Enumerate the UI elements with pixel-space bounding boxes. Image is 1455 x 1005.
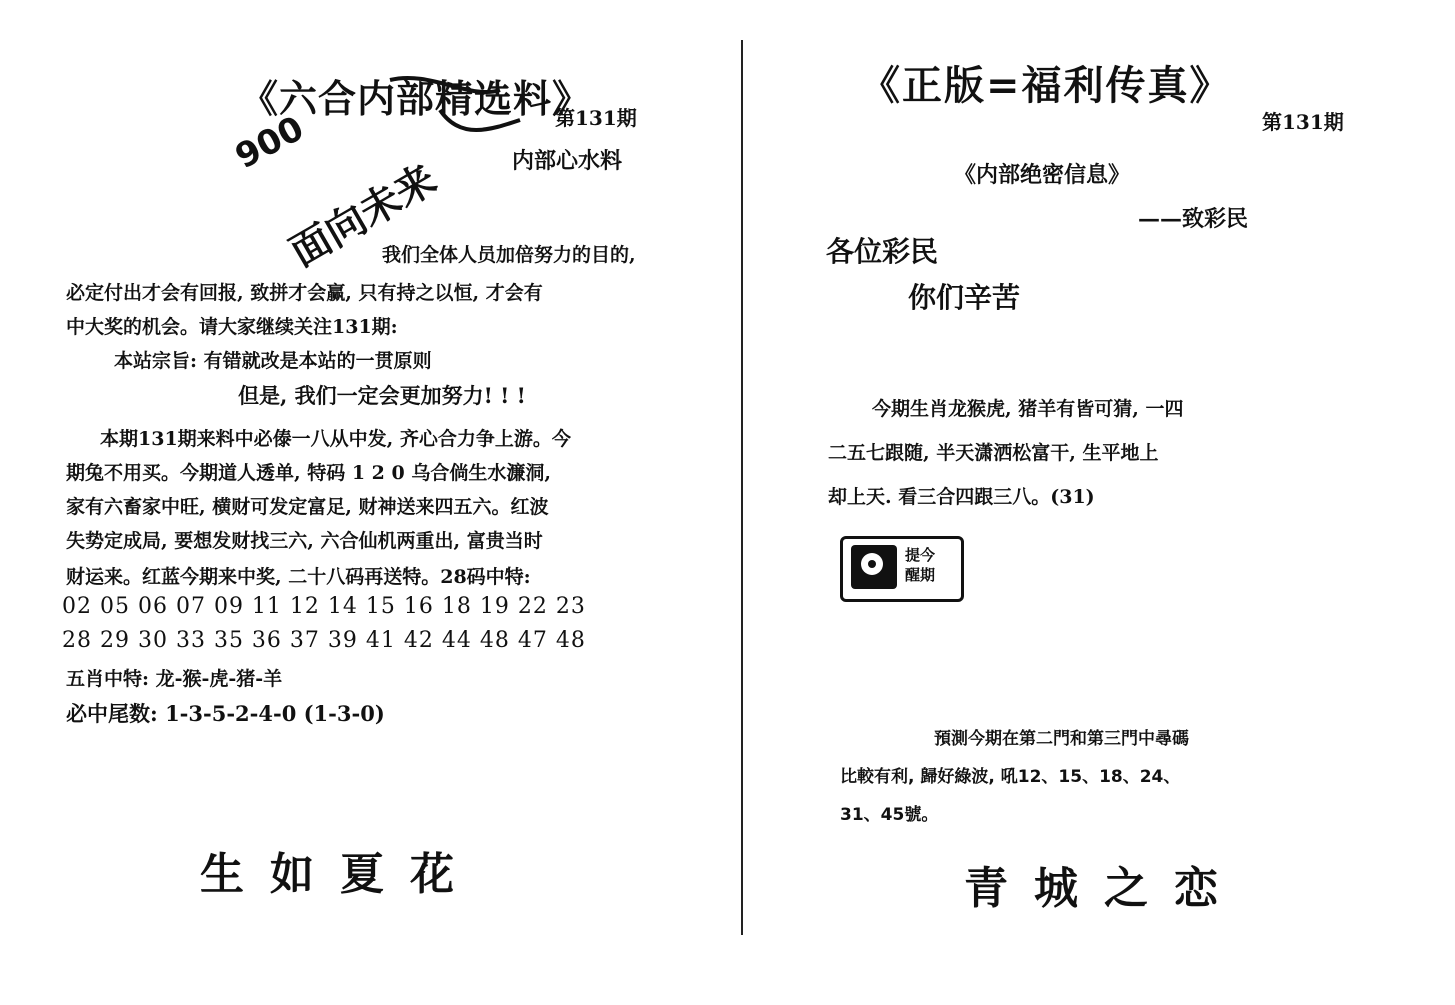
handwritten-note: 面向未来 (282, 155, 445, 276)
para2-line2: 期兔不用买。今期道人透单, 特码 1 2 0 乌合倘生水濂洞, (66, 462, 551, 484)
badge-text-1: 提今 (905, 546, 936, 564)
left-issue: 第131期 (555, 106, 637, 130)
greeting-1: 各位彩民 (826, 235, 939, 268)
para2-line5: 财运来。红蓝今期来中奖, 二十八码再送特。28码中特: (66, 566, 531, 588)
numbers-row-1: 02 05 06 07 09 11 12 14 15 16 18 19 22 23 (62, 594, 586, 619)
badge-text-2: 醒期 (905, 566, 936, 584)
numbers-row-2: 28 29 30 33 35 36 37 39 41 42 44 48 47 48 (62, 628, 586, 653)
para2-line3: 家有六畜家中旺, 横财可发定富足, 财神送来四五六。红波 (66, 496, 549, 518)
poem-line1: 今期生肖龙猴虎, 猪羊有皆可猜, 一四 (872, 398, 1184, 420)
para1-line1: 我们全体人员加倍努力的目的, (382, 244, 636, 266)
site-motto: 本站宗旨: 有错就改是本站的一贯原则 (114, 350, 432, 372)
right-title: 《正版=福利传真》 (860, 62, 1232, 109)
para1-line2: 必定付出才会有回报, 致拼才会赢, 只有持之以恒, 才会有 (66, 282, 543, 304)
para2-line1: 本期131期来料中必傣一八从中发, 齐心合力争上游。今 (100, 428, 571, 450)
prediction-line1: 預測今期在第二門和第三門中尋碼 (934, 729, 1189, 749)
right-signature: 青城之恋 (964, 863, 1244, 914)
left-subtitle: 内部心水料 (512, 148, 623, 174)
left-signature: 生如夏花 (200, 849, 480, 900)
prediction-line3: 31、45號。 (840, 805, 939, 825)
poem-line3: 却上天. 看三合四跟三八。(31) (828, 486, 1095, 508)
right-dedication: ——致彩民 (1138, 206, 1249, 232)
right-page (744, 0, 1455, 1005)
tail-number-line: 必中尾数: 1-3-5-2-4-0 (1-3-0) (66, 701, 385, 726)
handwritten-number: 900 (228, 108, 311, 178)
poem-line2: 二五七跟随, 半天潇洒松富干, 生平地上 (828, 442, 1159, 464)
right-subtitle: 《内部绝密信息》 (954, 162, 1131, 188)
site-motto-2: 但是, 我们一定会更加努力! ! ! (238, 383, 526, 408)
prediction-line2: 比較有利, 歸好綠波, 吼12、15、18、24、 (840, 767, 1181, 787)
zodiac-line: 五肖中特: 龙-猴-虎-猪-羊 (66, 668, 283, 690)
greeting-2: 你们辛苦 (908, 281, 1021, 314)
left-title: 《六合内部精选料》 (240, 76, 592, 121)
figure-icon (851, 545, 897, 589)
para1-line3: 中大奖的机会。请大家继续关注131期: (66, 316, 398, 338)
para2-line4: 失势定成局, 要想发财找三六, 六合仙机两重出, 富贵当时 (66, 530, 543, 552)
right-issue: 第131期 (1262, 110, 1344, 134)
reminder-badge (840, 536, 964, 602)
